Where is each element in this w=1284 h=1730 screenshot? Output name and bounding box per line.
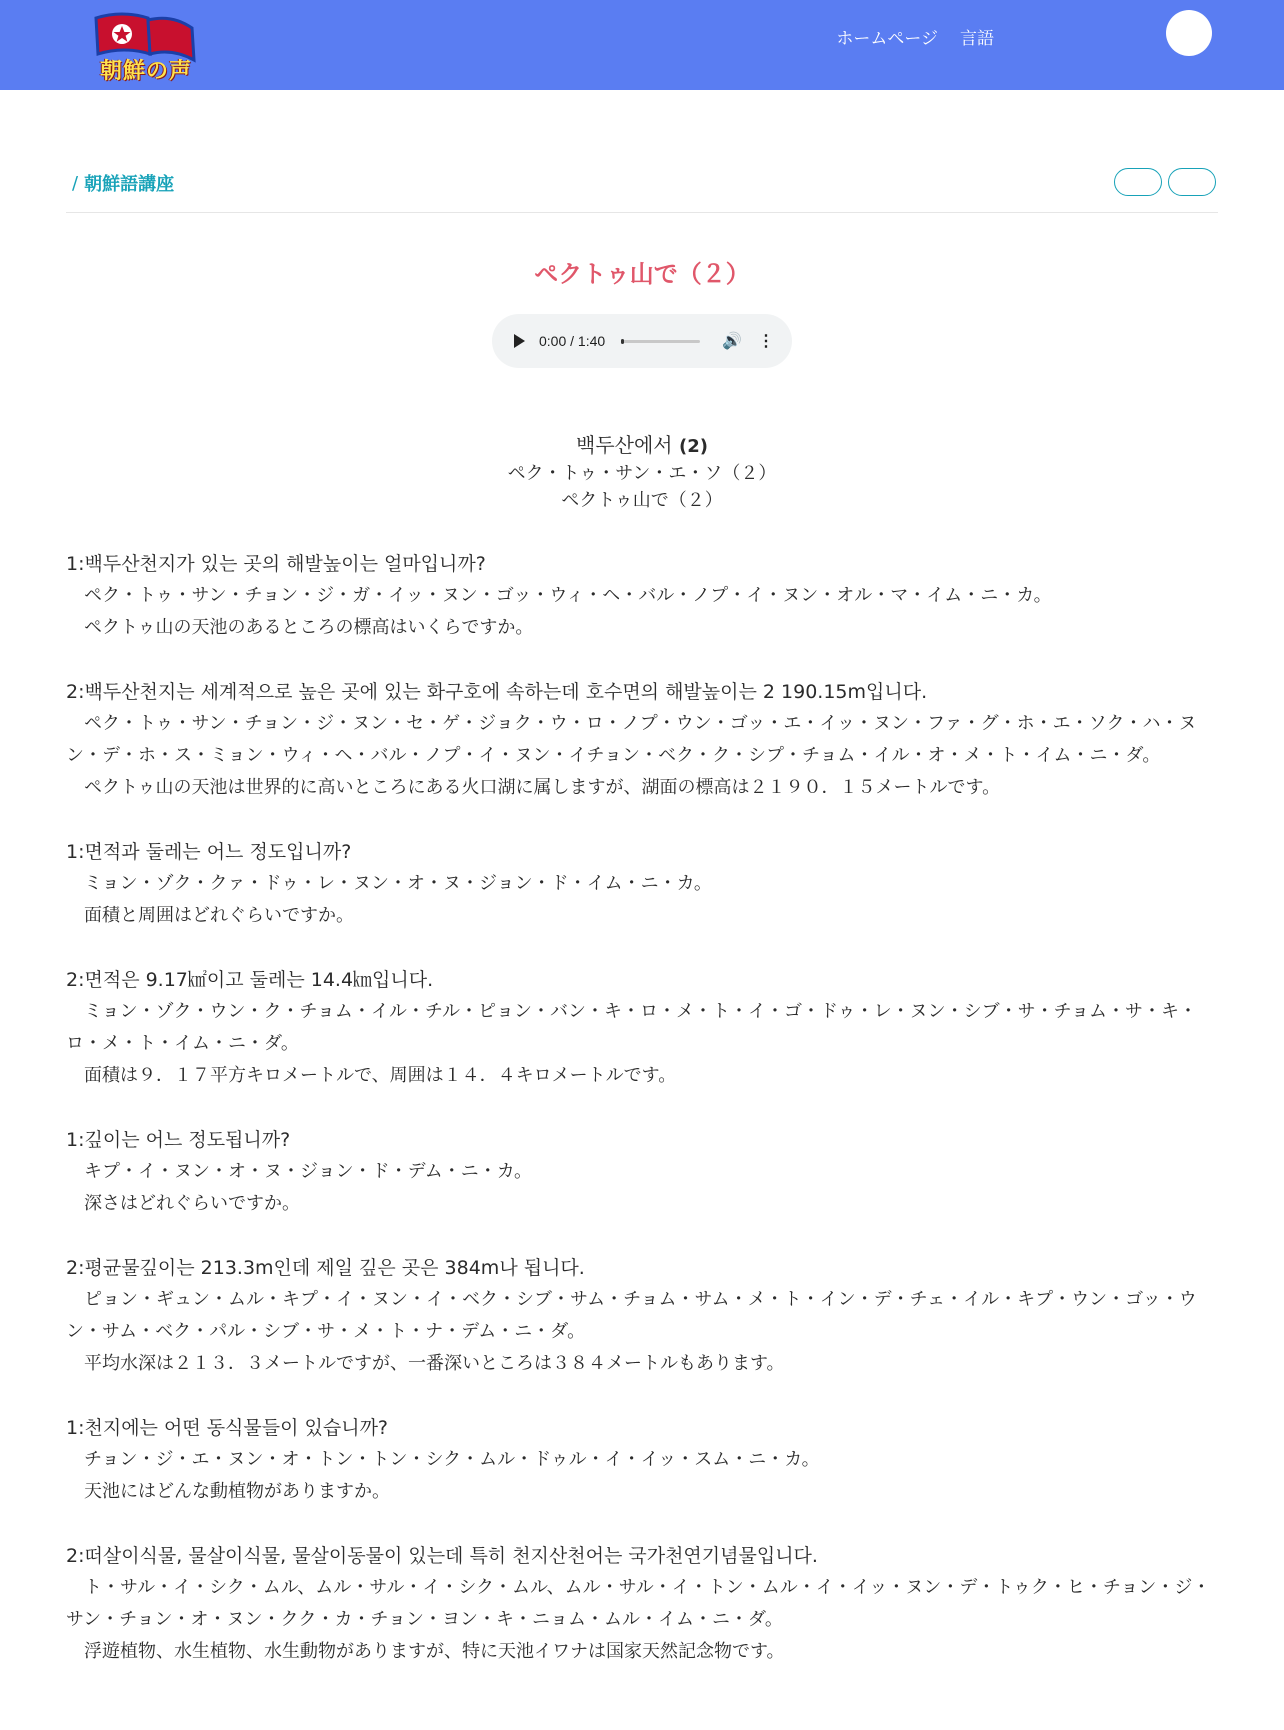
dialogue-item	[66, 964, 1218, 1092]
reading-line: チョン・ジ・エ・ヌン・オ・トン・トン・シク・ムル・ドゥル・イ・イッ・スム・ニ・カ。	[84, 1449, 820, 1470]
korean-line: 1:면적과 둘레는 어느 정도입니까?	[66, 841, 352, 863]
korean-line: 1:깊이는 어느 정도됩니까?	[66, 1129, 291, 1151]
breadcrumb-bar	[66, 150, 1218, 213]
reading-line: ト・サル・イ・シク・ムル、ムル・サル・イ・シク・ムル、ムル・サル・イ・トン・ムル・イ・イッ・ヌン・デ・トゥク・ヒ・チョン・ジ・サン・チョン・オ・ヌン・クク・カ・チョン・ヨン・キ・ニョム・ムル・イム・ニ・ダ。	[66, 1577, 1211, 1630]
dialogue-item	[66, 1412, 1218, 1508]
logo-text: 朝鮮の声	[100, 59, 193, 84]
japanese-line: 面積と周囲はどれぐらいですか。	[84, 905, 354, 926]
reading-line: ペク・トゥ・サン・チョン・ジ・ガ・イッ・ヌン・ゴッ・ウィ・ヘ・バル・ノプ・イ・ヌン・オル・マ・イム・ニ・カ。	[84, 585, 1052, 606]
audio-seek-bar[interactable]	[621, 340, 700, 343]
korean-line: 1:천지에는 어떤 동식물들이 있습니까?	[66, 1417, 389, 1439]
breadcrumb-separator: /	[72, 172, 79, 194]
nav-language-menu[interactable]: 言語	[960, 29, 994, 49]
reading-line: ミョン・ゾク・クァ・ドゥ・レ・ヌン・オ・ヌ・ジョン・ド・イム・ニ・カ。	[84, 873, 712, 894]
intro-korean: 백두산에서 (2)	[576, 433, 708, 457]
intro-japanese: ペクトゥ山で（２）	[561, 490, 723, 511]
breadcrumb-current[interactable]: 朝鮮語講座	[84, 174, 175, 195]
korean-line: 2:면적은 9.17㎢이고 둘레는 14.4㎞입니다.	[66, 969, 434, 991]
reading-line: ピョン・ギュン・ムル・キプ・イ・ヌン・イ・ベク・シブ・サム・チョム・サム・メ・ト・イン・デ・チェ・イル・キプ・ウン・ゴッ・ウン・サム・ベク・パル・シブ・サ・メ・ト・ナ・デム・ニ・ダ。	[66, 1289, 1197, 1342]
site-header	[0, 0, 1284, 90]
dialogue-item	[66, 548, 1218, 644]
dialogue-item	[66, 1252, 1218, 1380]
japanese-line: 面積は９．１７平方キロメートルで、周囲は１４．４キロメートルです。	[84, 1065, 677, 1086]
breadcrumb	[66, 170, 174, 196]
intro-reading: ペク・トゥ・サン・エ・ソ（２）	[507, 463, 777, 484]
volume-icon[interactable]: 🔊	[722, 333, 742, 350]
top-nav	[828, 24, 1002, 49]
site-logo[interactable]	[92, 10, 212, 82]
lesson-intro	[0, 432, 1284, 514]
korean-line: 2:떠살이식물, 물살이식물, 물살이동물이 있는데 특히 천지산천어는 국가천연기념물입니다.	[66, 1545, 818, 1567]
nav-home-link[interactable]: ホームページ	[836, 29, 938, 49]
dialogue-list	[66, 548, 1218, 1700]
japanese-line: ペクトゥ山の天池は世界的に高いところにある火口湖に属しますが、湖面の標高は２１９０．１５メートルです。	[84, 777, 1001, 798]
prev-article-button[interactable]	[1114, 168, 1162, 196]
audio-time: 0:00 / 1:40	[539, 333, 606, 349]
dialogue-item	[66, 1124, 1218, 1220]
japanese-line: ペクトゥ山の天池のあるところの標高はいくらですか。	[84, 617, 534, 638]
japanese-line: 深さはどれぐらいですか。	[84, 1193, 300, 1214]
korean-line: 2:평균물깊이는 213.3m인데 제일 깊은 곳은 384m나 됩니다.	[66, 1257, 585, 1279]
page-title: ペクトゥ山で（２）	[534, 260, 750, 288]
japanese-line: 浮遊植物、水生植物、水生動物がありますが、特に天池イワナは国家天然記念物です。	[84, 1641, 785, 1662]
reading-line: ミョン・ゾク・ウン・ク・チョム・イル・チル・ピョン・バン・キ・ロ・メ・ト・イ・ゴ・ドゥ・レ・ヌン・シブ・サ・チョム・サ・キ・ロ・メ・ト・イム・ニ・ダ。	[66, 1001, 1198, 1054]
dialogue-item	[66, 676, 1218, 804]
reading-line: キプ・イ・ヌン・オ・ヌ・ジョン・ド・デム・ニ・カ。	[84, 1161, 533, 1182]
menu-circle-button[interactable]	[1166, 10, 1212, 56]
play-icon[interactable]	[514, 334, 525, 348]
reading-line: ペク・トゥ・サン・チョン・ジ・ヌン・セ・ゲ・ジョク・ウ・ロ・ノプ・ウン・ゴッ・エ・イッ・ヌン・ファ・グ・ホ・エ・ソク・ハ・ヌン・デ・ホ・ス・ミョン・ウィ・ヘ・バル・ノプ・イ・ヌン・イチョン・ベク・ク・シプ・チョム・イル・オ・メ・ト・イム・ニ・ダ。	[66, 713, 1197, 766]
audio-player[interactable]	[492, 314, 792, 368]
korean-line: 1:백두산천지가 있는 곳의 해발높이는 얼마입니까?	[66, 553, 486, 575]
japanese-line: 平均水深は２１３．３メートルですが、一番深いところは３８４メートルもあります。	[84, 1353, 785, 1374]
next-article-button[interactable]	[1168, 168, 1216, 196]
more-options-icon[interactable]: ⋮	[758, 333, 774, 350]
korean-line: 2:백두산천지는 세계적으로 높은 곳에 있는 화구호에 속하는데 호수면의 해발높이는 2 190.15m입니다.	[66, 681, 928, 703]
dialogue-item	[66, 836, 1218, 932]
japanese-line: 天池にはどんな動植物がありますか。	[84, 1481, 390, 1502]
dialogue-item	[66, 1540, 1218, 1668]
